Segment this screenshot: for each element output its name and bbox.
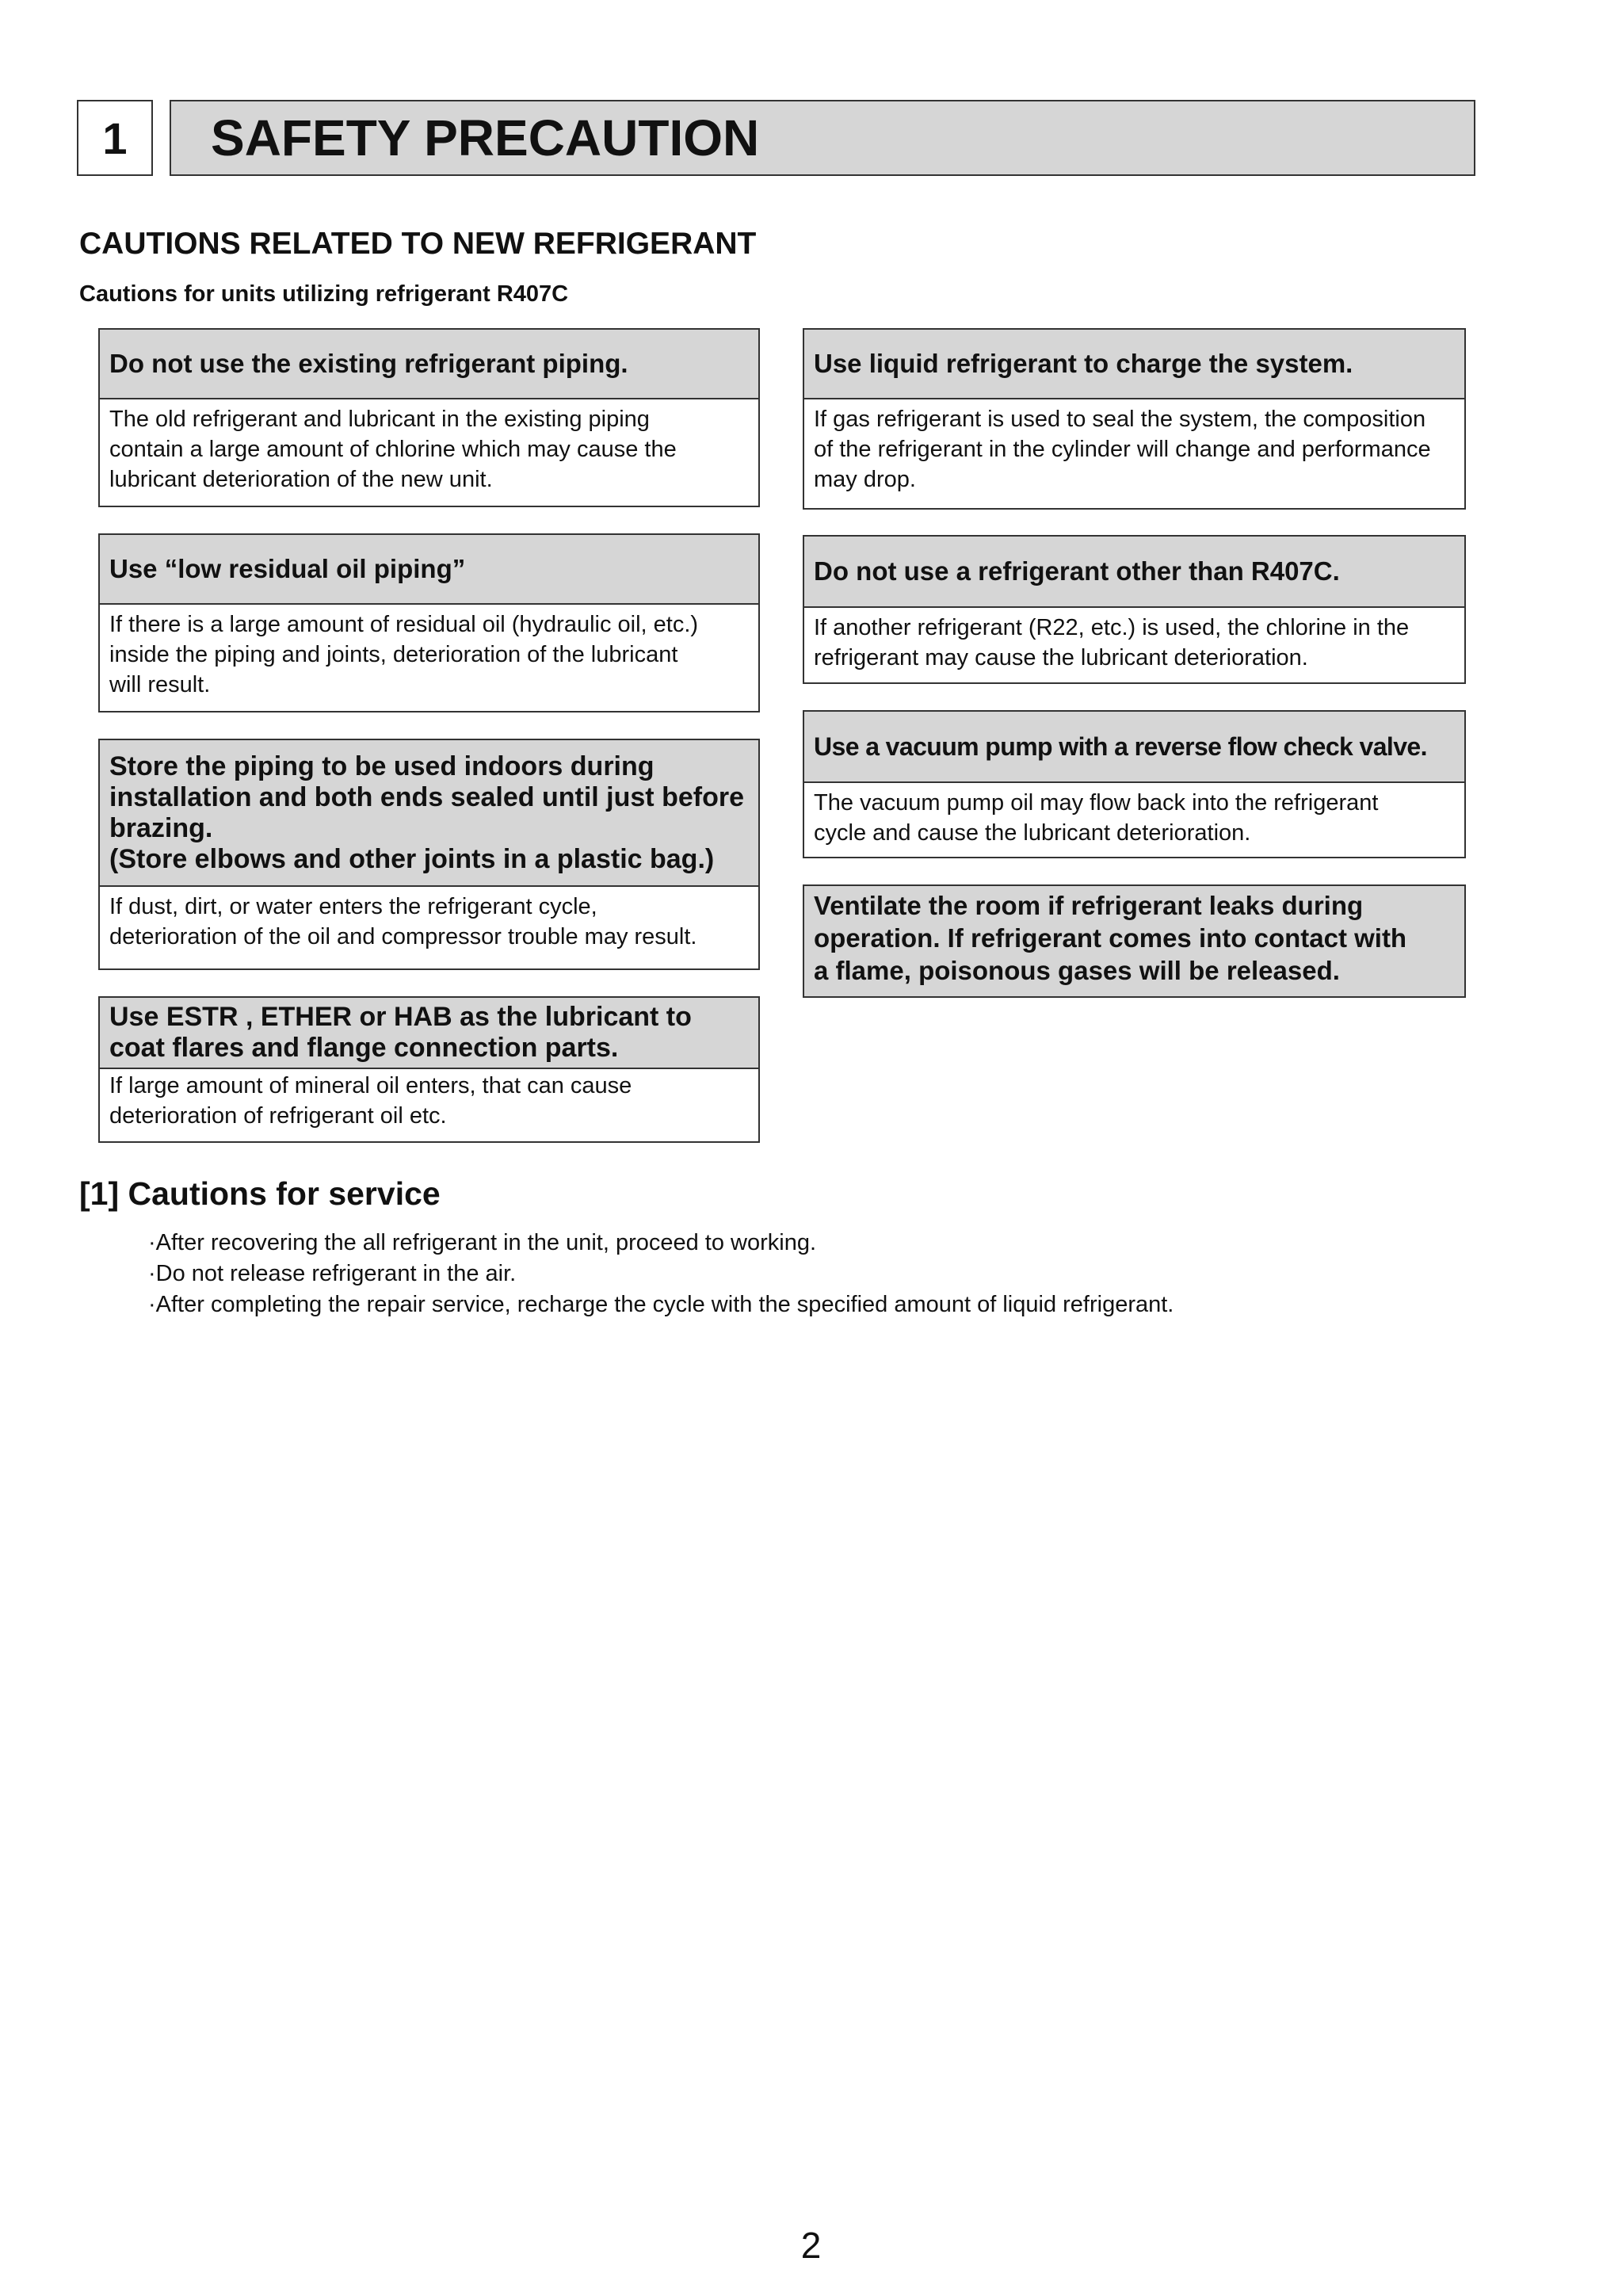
caution-body-line: lubricant deterioration of the new unit.	[109, 467, 493, 492]
caution-body-line: If large amount of mineral oil enters, that can cause	[109, 1073, 632, 1098]
page-title-text: SAFETY PRECAUTION	[211, 109, 760, 166]
caution-card-vacuum-pump	[803, 710, 1466, 858]
caution-title-line: coat flares and flange connection parts.	[109, 1033, 619, 1063]
section-subheading: Cautions for units utilizing refrigerant R407C	[79, 281, 569, 307]
caution-title: Do not use a refrigerant other than R407C.	[804, 537, 1464, 608]
caution-card-refrigerant-type	[803, 535, 1466, 684]
list-item: ·Do not release refrigerant in the air.	[148, 1261, 517, 1286]
caution-body	[100, 605, 758, 705]
caution-card-liquid-charge	[803, 328, 1466, 510]
caution-title-line: a flame, poisonous gases will be released.	[814, 956, 1340, 985]
caution-card-store-piping	[98, 739, 760, 970]
page-number: 2	[800, 2225, 822, 2266]
caution-title	[804, 886, 1464, 996]
caution-title-line: Ventilate the room if refrigerant leaks during	[814, 891, 1364, 920]
caution-card-lubricant	[98, 996, 760, 1143]
caution-body-line: inside the piping and joints, deterioration of the lubricant	[109, 642, 678, 667]
caution-title-line: brazing.	[109, 812, 213, 843]
caution-title: Use a vacuum pump with a reverse flow check valve.	[804, 712, 1464, 783]
caution-body	[100, 1069, 758, 1136]
caution-body-line: of the refrigerant in the cylinder will change and performance	[814, 437, 1431, 462]
caution-title-line: operation. If refrigerant comes into contact with	[814, 923, 1407, 953]
caution-title	[100, 998, 758, 1069]
caution-body-line: may drop.	[814, 467, 916, 492]
caution-body-line: contain a large amount of chlorine which may cause the	[109, 437, 677, 462]
caution-body-line: If gas refrigerant is used to seal the system, the composition	[814, 407, 1426, 432]
caution-body-line: cycle and cause the lubricant deterioration.	[814, 820, 1251, 846]
caution-card-ventilate	[803, 884, 1466, 998]
caution-card-existing-piping	[98, 328, 760, 507]
caution-body	[804, 783, 1464, 853]
list-item: ·After completing the repair service, recharge the cycle with the specified amount of liquid refrigerant.	[148, 1292, 1174, 1317]
caution-title: Do not use the existing refrigerant piping.	[100, 330, 758, 399]
caution-body	[804, 399, 1464, 499]
caution-body-line: The old refrigerant and lubricant in the existing piping	[109, 407, 650, 432]
caution-body-line: will result.	[109, 672, 211, 697]
caution-body	[100, 887, 758, 957]
caution-body-line: If there is a large amount of residual oil (hydraulic oil, etc.)	[109, 612, 699, 637]
service-list	[148, 1228, 1174, 1320]
section-heading: CAUTIONS RELATED TO NEW REFRIGERANT	[79, 227, 757, 261]
caution-card-low-residual-oil	[98, 533, 760, 712]
caution-title: Use “low residual oil piping”	[100, 535, 758, 605]
caution-body	[804, 608, 1464, 678]
caution-title-line: (Store elbows and other joints in a plastic bag.)	[109, 843, 715, 874]
caution-title-line: Use ESTR , ETHER or HAB as the lubricant to	[109, 1002, 692, 1032]
list-item: ·After recovering the all refrigerant in the unit, proceed to working.	[148, 1230, 817, 1255]
caution-body-line: refrigerant may cause the lubricant deterioration.	[814, 645, 1308, 670]
caution-title-line: installation and both ends sealed until just before	[109, 781, 744, 812]
caution-title-line: Store the piping to be used indoors during	[109, 751, 655, 781]
caution-title	[100, 740, 758, 887]
caution-body-line: deterioration of the oil and compressor trouble may result.	[109, 924, 697, 949]
chapter-number: 1	[77, 100, 153, 176]
page-title	[170, 100, 1475, 176]
caution-body	[100, 399, 758, 499]
caution-body-line: deterioration of refrigerant oil etc.	[109, 1103, 447, 1129]
caution-body-line: If another refrigerant (R22, etc.) is used, the chlorine in the	[814, 615, 1410, 640]
caution-body-line: If dust, dirt, or water enters the refrigerant cycle,	[109, 894, 597, 919]
caution-body-line: The vacuum pump oil may flow back into the refrigerant	[814, 790, 1379, 816]
service-heading: [1] Cautions for service	[79, 1175, 441, 1212]
caution-title: Use liquid refrigerant to charge the system.	[804, 330, 1464, 399]
